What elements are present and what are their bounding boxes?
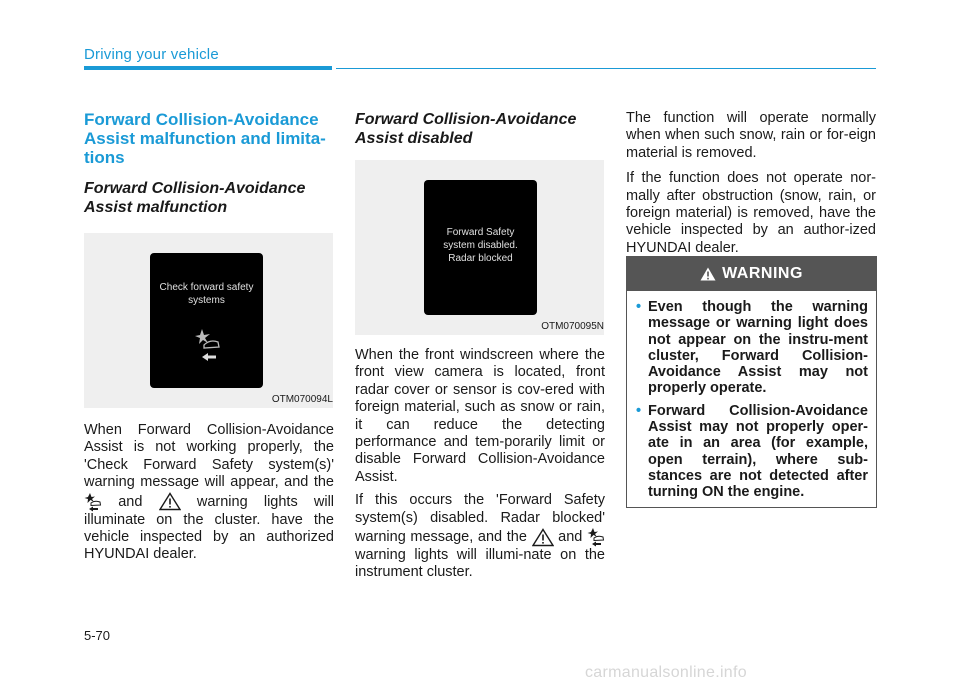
cluster-display: [150, 253, 263, 388]
malfunction-paragraph: [84, 422, 334, 564]
paragraph-text-part2: warning lights will illumi-nate on the instrument cluster.: [355, 547, 605, 581]
paragraph-and: and: [558, 528, 583, 545]
display-message-line2: systems: [188, 295, 225, 306]
warning-item: • Forward Collision-Avoidance Assist may not properly oper-ate in an area (for example, open terrain), where sub-stances are not detected after turning ON the engine.: [636, 402, 868, 501]
paragraph-text-part1: If this occurs the 'Forward Safety system(s) disabled. Radar blocked' warning message, and the: [355, 492, 605, 545]
warning-triangle-icon: [700, 267, 716, 281]
disabled-paragraph-2: [355, 492, 605, 582]
subheading-disabled: Forward Collision-Avoidance Assist disabled: [355, 111, 577, 147]
operation-paragraph-1: The function will operate normally when when such snow, rain or for-eign material is removed.: [626, 110, 876, 161]
fca-warning-icon: [194, 327, 222, 363]
cluster-image-malfunction: [84, 233, 333, 408]
display-message-line3: Radar blocked: [448, 253, 513, 264]
bullet-icon: •: [636, 299, 642, 315]
display-message-line1: Forward Safety: [446, 227, 515, 238]
warning-title: WARNING: [722, 265, 803, 282]
paragraph-text-part1: When Forward Collision-Avoidance Assist is not working properly, the 'Check Forward Safety system(s)' warning message will appear, and the: [84, 422, 334, 491]
operation-paragraph-2: If the function does not operate nor-mally after obstruction (snow, rain, or foreign material) is removed, have the vehicle inspected by an author-ized HYUNDAI dealer.: [626, 170, 876, 256]
disabled-paragraph-1: When the front windscreen where the front view camera is located, front radar cover or sensor is cov-ered with foreign material, such as snow or rain, it can reduce the detecting performance and tem-porarily limit or disable Forward Collision-Avoidance Assist.: [355, 347, 605, 485]
watermark: carmanualsonline.info: [585, 664, 747, 681]
bullet-icon: •: [636, 402, 642, 419]
cluster-display: [424, 180, 537, 315]
warning-box: [626, 256, 877, 508]
warning-item: • Even though the warning message or warning light does not appear on the instru-ment cluster, Forward Collision-Avoidance Assist may not properly operate.: [636, 299, 868, 397]
header-rule-thin: [336, 68, 876, 69]
cluster-image-disabled: [355, 160, 604, 335]
subheading-malfunction: Forward Collision-Avoidance Assist malfunction: [84, 180, 306, 216]
page-number: 5-70: [84, 628, 111, 643]
fca-warning-icon: [84, 492, 102, 512]
image-code: OTM070095N: [541, 321, 604, 332]
header-rule-thick: [84, 66, 332, 70]
warning-header: [627, 257, 876, 291]
section-title: Driving your vehicle: [84, 46, 219, 63]
display-message-line2: system disabled.: [443, 240, 518, 251]
paragraph-text-part2: warning lights will illuminate on the cluster. have the vehicle inspected by an authorized HYUNDAI dealer.: [84, 493, 335, 563]
column-middle: [355, 110, 605, 582]
column-left: [84, 110, 334, 564]
triangle-warning-icon: [532, 528, 554, 547]
column-right: [626, 110, 876, 257]
image-code: OTM070094L: [271, 394, 333, 405]
triangle-warning-icon: [159, 492, 181, 511]
display-message-line1: Check forward safety: [159, 282, 254, 293]
fca-warning-icon: [587, 527, 605, 547]
paragraph-and: and: [118, 493, 143, 510]
warning-list: [627, 291, 876, 501]
section-heading: Forward Collision-Avoidance Assist malfunction and limita-tions: [84, 110, 326, 167]
